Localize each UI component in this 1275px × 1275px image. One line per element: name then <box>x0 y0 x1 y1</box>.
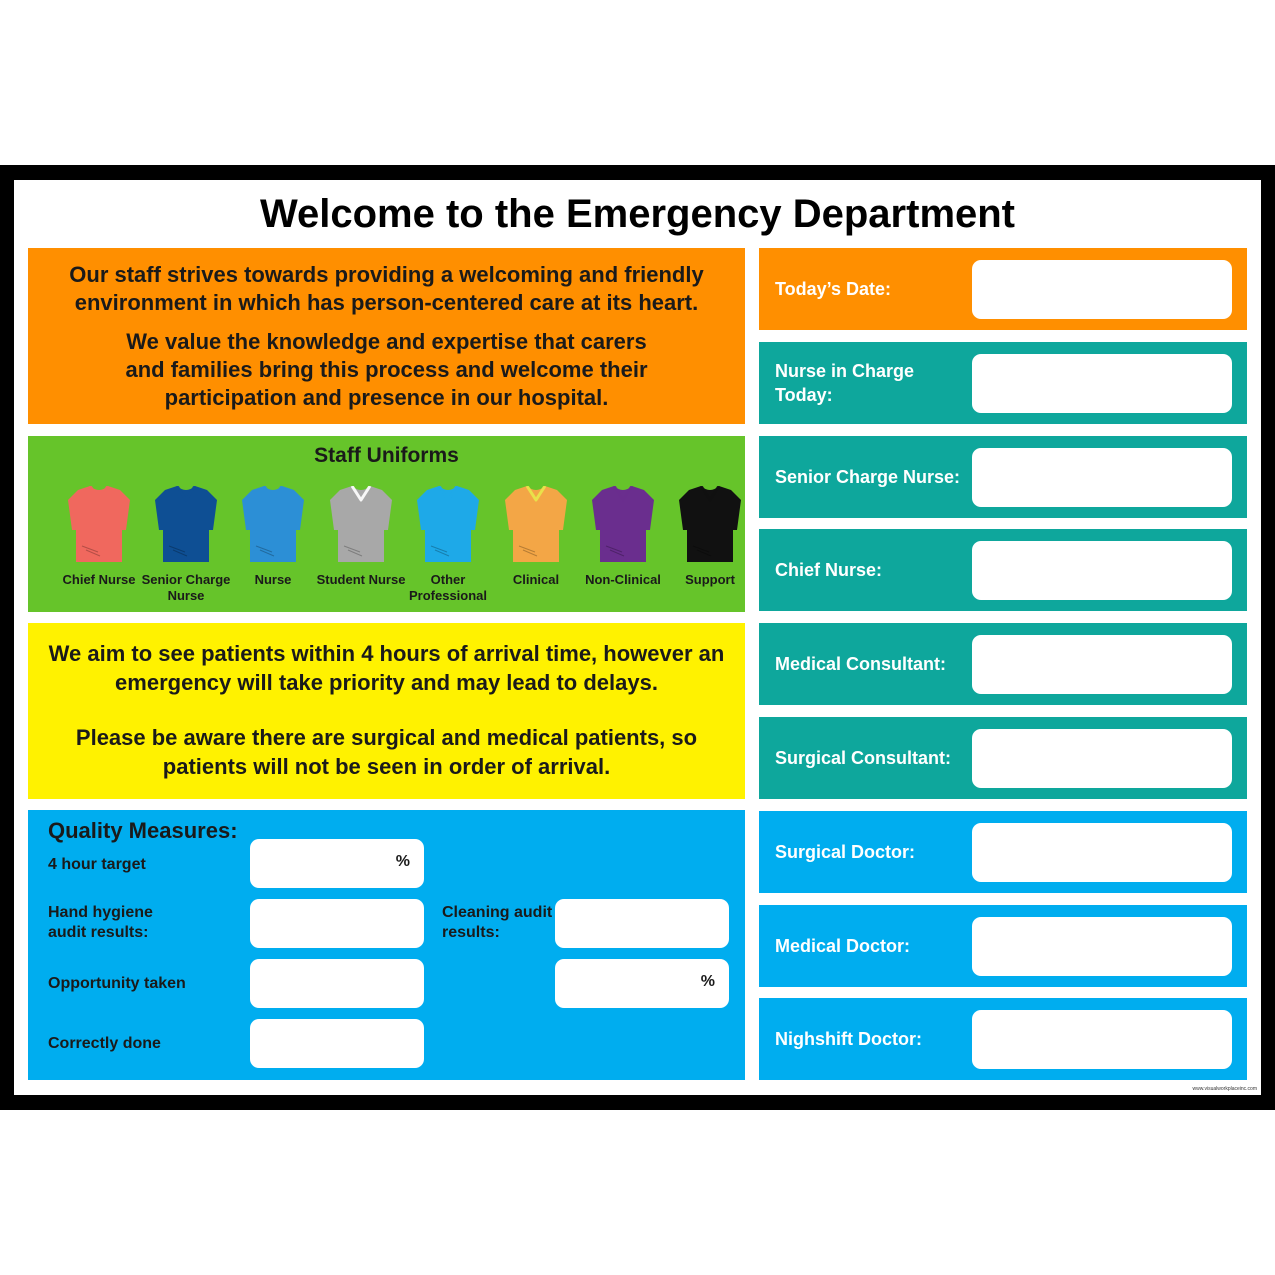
staff-field-row <box>759 998 1247 1080</box>
uniform-label: Other Professional <box>408 572 488 603</box>
uniform-shirt-icon <box>238 486 308 566</box>
uniform-label: Senior Charge Nurse <box>141 572 231 603</box>
cleaning-percent-field[interactable] <box>555 959 729 1008</box>
staff-field-input[interactable] <box>972 917 1232 976</box>
percent-sign: % <box>395 853 410 870</box>
staff-field-row <box>759 905 1247 987</box>
staff-field-label: Senior Charge Nurse: <box>775 466 961 487</box>
staff-field-label: Chief Nurse: <box>775 560 883 581</box>
staff-field-row <box>759 811 1247 893</box>
staff-field-label: Medical Doctor: <box>775 935 911 956</box>
staff-field-input[interactable] <box>972 448 1232 507</box>
staff-field-row <box>759 342 1247 424</box>
staff-field-input[interactable] <box>972 260 1232 319</box>
percent-sign: % <box>700 973 715 990</box>
staff-uniforms-panel <box>28 436 745 612</box>
staff-field-input[interactable] <box>972 823 1232 882</box>
staff-field-row <box>759 623 1247 705</box>
staff-field-input[interactable] <box>972 354 1232 413</box>
staff-field-label: Nurse in Charge Today: <box>775 360 915 405</box>
intro-paragraph-1: Our staff strives towards providing a welcoming and friendly environment in which has person-centered care at its heart. <box>69 262 704 315</box>
quality-measures-panel <box>28 810 745 1080</box>
staff-field-label: Surgical Consultant: <box>775 748 952 768</box>
staff-field-input[interactable] <box>972 1010 1232 1069</box>
staff-field-label: Medical Consultant: <box>775 654 947 675</box>
staff-field-input[interactable] <box>972 729 1232 788</box>
uniform-shirt-icon <box>588 486 658 566</box>
staff-field-label: Surgical Doctor: <box>775 841 916 862</box>
waiting-time-notice <box>28 623 745 799</box>
hand-hygiene-label: Hand hygiene audit results: <box>48 904 153 941</box>
uniform-shirt-icon <box>501 486 571 566</box>
staff-field-row <box>759 529 1247 611</box>
staff-uniforms-heading: Staff Uniforms <box>314 444 459 467</box>
cleaning-audit-field[interactable] <box>555 899 729 948</box>
staff-field-row <box>759 717 1247 799</box>
quality-measures-heading: Quality Measures: <box>48 818 238 843</box>
correctly-done-field[interactable] <box>250 1019 424 1068</box>
notice-board <box>14 180 1261 1095</box>
page-title: Welcome to the Emergency Department <box>259 192 1016 236</box>
staff-field-input[interactable] <box>972 635 1232 694</box>
staff-field-input[interactable] <box>972 541 1232 600</box>
cleaning-audit-label: Cleaning audit results: <box>442 904 553 941</box>
staff-field-label: Nighshift Doctor: <box>775 1029 922 1050</box>
staff-field-row <box>759 436 1247 518</box>
uniform-label: Clinical <box>512 572 560 587</box>
uniform-shirt-icon <box>326 486 396 566</box>
staff-field-label: Today’s Date: <box>775 279 892 299</box>
four-hour-target-label: 4 hour target <box>48 856 146 873</box>
four-hour-target-field[interactable] <box>250 839 424 888</box>
uniform-label: Student Nurse <box>316 572 406 587</box>
intro-panel <box>28 248 745 424</box>
correctly-done-label: Correctly done <box>48 1035 161 1052</box>
uniform-label: Support <box>685 572 735 587</box>
uniform-label: Chief Nurse <box>62 572 136 587</box>
uniform-label: Nurse <box>254 572 292 587</box>
opportunity-taken-label: Opportunity taken <box>48 975 186 992</box>
notice-board-frame <box>0 165 1275 1110</box>
uniform-shirt-icon <box>64 486 134 566</box>
intro-paragraph-2: We value the knowledge and expertise that carers and families bring this process and welcome their participation and presence in our hospital. <box>125 329 648 410</box>
uniform-shirt-icon <box>413 486 483 566</box>
notice-paragraph-1: We aim to see patients within 4 hours of arrival time, however an emergency will take priority and may lead to delays. <box>48 641 725 695</box>
notice-paragraph-2: Please be aware there are surgical and medical patients, so patients will not be seen in order of arrival. <box>75 725 698 779</box>
uniform-shirt-icon <box>675 486 745 566</box>
hand-hygiene-field[interactable] <box>250 899 424 948</box>
staff-field-row <box>759 248 1247 330</box>
uniform-shirt-icon <box>151 486 221 566</box>
opportunity-taken-field[interactable] <box>250 959 424 1008</box>
uniform-label: Non-Clinical <box>585 572 661 587</box>
footer-url: www.visualworkplaceinc.com <box>1192 1086 1257 1092</box>
